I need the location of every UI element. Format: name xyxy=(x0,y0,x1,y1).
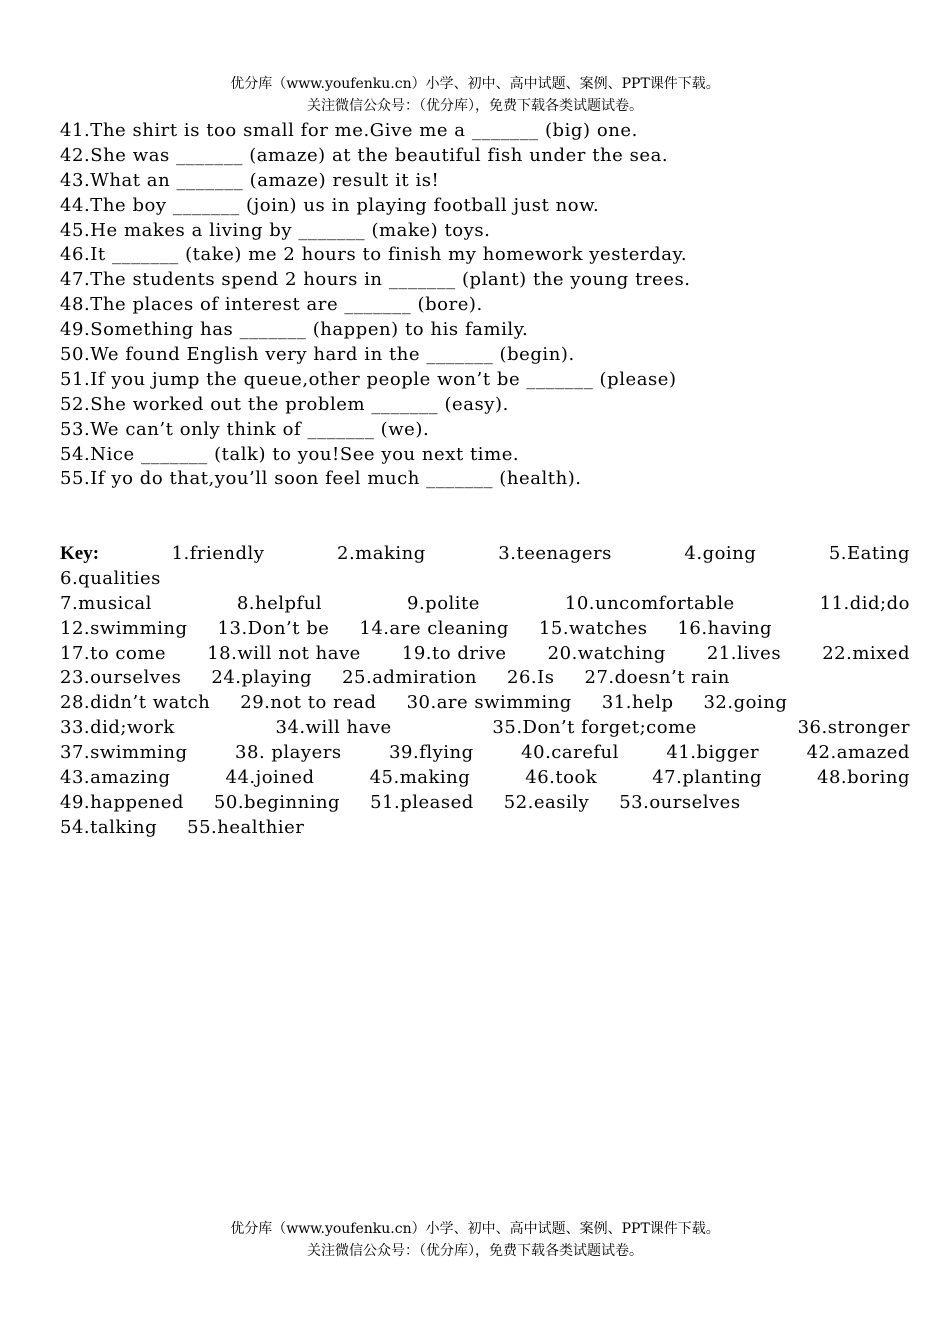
key-answer: 4.going xyxy=(684,543,757,564)
key-answer: 52.easily xyxy=(503,791,590,813)
footer-line-2: 关注微信公众号：（优分库），免费下载各类试题试卷。 xyxy=(307,1243,643,1259)
key-row xyxy=(60,741,910,766)
key-answer: 54.talking xyxy=(60,816,158,838)
key-answer: 24.playing xyxy=(211,667,313,689)
key-answer: 33.did;work xyxy=(60,717,175,739)
page-header xyxy=(0,73,950,117)
key-answer: 50.beginning xyxy=(213,791,341,813)
question-53: 53.We can’t only think of _______ (we). xyxy=(60,418,430,440)
key-answer: 47.planting xyxy=(652,767,763,789)
question-51: 51.If you jump the queue,other people won’t be _______ (please) xyxy=(60,368,677,390)
question-41: 41.The shirt is too small for me.Give me a _______ (big) one. xyxy=(60,120,638,141)
key-row xyxy=(60,567,910,592)
key-answer: 16.having xyxy=(677,617,772,639)
key-answer: 14.are cleaning xyxy=(359,617,509,639)
key-answer: 34.will have xyxy=(275,717,392,739)
key-answer: 22.mixed xyxy=(822,642,910,664)
question-48: 48.The places of interest are _______ (bore). xyxy=(60,294,483,316)
key-answer: 8.helpful xyxy=(236,592,323,614)
question-55: 55.If yo do that,you’ll soon feel much _______ (health). xyxy=(60,468,582,490)
key-answer: 31.help xyxy=(601,692,674,714)
key-answer: 51.pleased xyxy=(370,791,474,813)
question-42: 42.She was _______ (amaze) at the beautiful fish under the sea. xyxy=(60,144,669,166)
key-row xyxy=(60,816,910,841)
key-row xyxy=(60,617,910,642)
key-answer: 37.swimming xyxy=(60,742,188,764)
key-row xyxy=(60,666,910,691)
key-answer: 20.watching xyxy=(547,642,666,664)
key-answer: 15.watches xyxy=(538,617,648,639)
key-answer: 32.going xyxy=(703,692,788,714)
key-answer: 53.ourselves xyxy=(619,791,741,813)
question-43: 43.What an _______ (amaze) result it is! xyxy=(60,169,440,191)
question-46: 46.It _______ (take) me 2 hours to finish my homework yesterday. xyxy=(60,244,688,266)
key-answer: 27.doesn’t rain xyxy=(584,667,730,689)
key-answer: 39.flying xyxy=(389,742,474,764)
key-row xyxy=(60,642,910,667)
key-answer: 18.will not have xyxy=(207,642,361,664)
key-row xyxy=(60,791,910,816)
key-answer: 38. players xyxy=(235,742,342,764)
key-answer: 41.bigger xyxy=(666,742,760,764)
key-answer: 10.uncomfortable xyxy=(564,592,735,614)
key-answer: 26.Is xyxy=(507,667,555,689)
question-list xyxy=(60,119,920,492)
key-answer: 35.Don’t forget;come xyxy=(492,717,697,739)
key-answer: 55.healthier xyxy=(187,816,305,838)
key-answer: 46.took xyxy=(525,767,598,789)
question-44: 44.The boy _______ (join) us in playing football just now. xyxy=(60,194,600,216)
key-answer: 36.stronger xyxy=(797,717,910,739)
header-line-1: 优分库（www.youfenku.cn）小学、初中、高中试题、案例、PPT课件下载。 xyxy=(230,76,720,92)
key-answer: 30.are swimming xyxy=(406,692,572,714)
header-line-2: 关注微信公众号：（优分库），免费下载各类试题试卷。 xyxy=(307,98,643,114)
key-answer: 1.friendly xyxy=(171,543,265,564)
key-answer: 28.didn’t watch xyxy=(60,692,211,714)
key-answer: 49.happened xyxy=(60,791,184,813)
key-row xyxy=(60,716,910,741)
key-answer: 21.lives xyxy=(706,642,782,664)
answer-key xyxy=(60,542,910,841)
question-49: 49.Something has _______ (happen) to his family. xyxy=(60,319,529,341)
key-answer: 2.making xyxy=(337,543,426,564)
key-answer: 5.Eating xyxy=(828,543,910,564)
question-50: 50.We found English very hard in the _______ (begin). xyxy=(60,344,575,366)
key-answer: 9.polite xyxy=(407,592,480,614)
key-answer: 29.not to read xyxy=(240,692,377,714)
key-row xyxy=(60,691,910,716)
key-answer: 17.to come xyxy=(60,642,167,664)
key-answer: 7.musical xyxy=(60,592,152,614)
key-answer: 42.amazed xyxy=(806,742,910,764)
key-answer: 43.amazing xyxy=(60,767,171,789)
key-answer: 11.did;do xyxy=(819,592,910,614)
key-answer: 40.careful xyxy=(521,742,619,764)
key-answer: 48.boring xyxy=(817,767,910,789)
key-answer: 44.joined xyxy=(225,767,315,789)
question-47: 47.The students spend 2 hours in _______ (plant) the young trees. xyxy=(60,269,691,291)
question-54: 54.Nice _______ (talk) to you!See you next time. xyxy=(60,443,520,465)
key-answer: 19.to drive xyxy=(401,642,507,664)
key-answer: 23.ourselves xyxy=(60,667,182,689)
key-answer: 25.admiration xyxy=(342,667,478,689)
key-label: Key: xyxy=(60,543,100,564)
question-52: 52.She worked out the problem _______ (easy). xyxy=(60,393,509,415)
key-answer: 6.qualities xyxy=(60,567,161,589)
key-answer: 45.making xyxy=(369,767,471,789)
key-row xyxy=(60,766,910,791)
key-answer: 3.teenagers xyxy=(498,543,612,564)
page-footer xyxy=(0,1218,950,1262)
key-row xyxy=(60,542,910,567)
footer-line-1: 优分库（www.youfenku.cn）小学、初中、高中试题、案例、PPT课件下载。 xyxy=(230,1221,720,1237)
key-answer: 12.swimming xyxy=(60,617,188,639)
key-row xyxy=(60,592,910,617)
question-45: 45.He makes a living by _______ (make) toys. xyxy=(60,219,491,241)
key-answer: 13.Don’t be xyxy=(217,617,330,639)
